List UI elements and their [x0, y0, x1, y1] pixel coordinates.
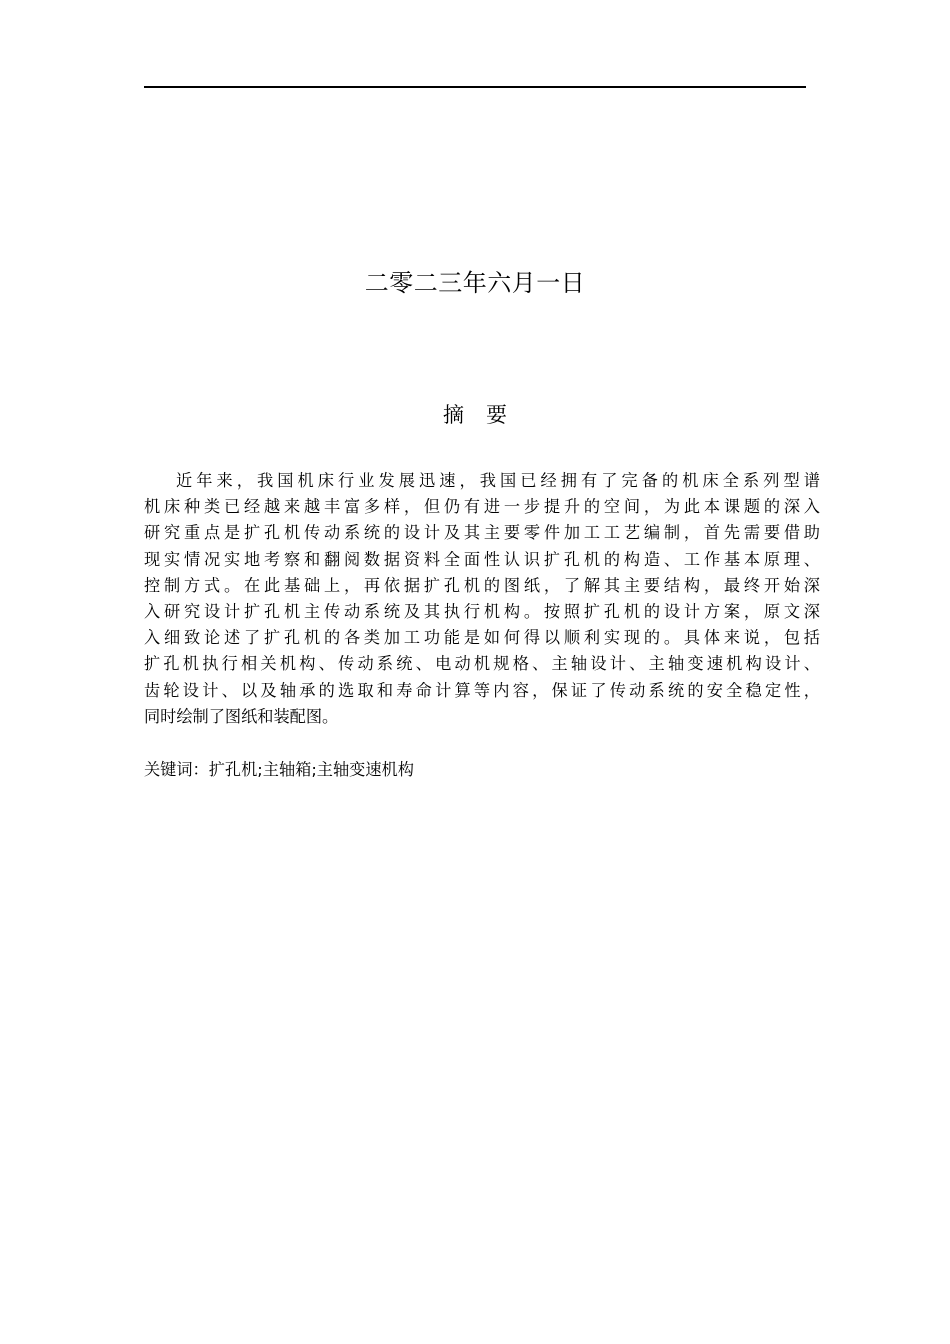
keywords-label: 关键词：	[144, 760, 209, 779]
abstract-line: 齿轮设计、以及轴承的选取和寿命计算等内容，保证了传动系统的安全稳定性，	[144, 680, 820, 700]
abstract-line: 控制方式。在此基础上，再依据扩孔机的图纸，了解其主要结构，最终开始深	[144, 575, 820, 595]
document-date: 二零二三年六月一日	[364, 269, 586, 297]
abstract-line: 现实情况实地考察和翻阅数据资料全面性认识扩孔机的构造、工作基本原理、	[144, 549, 820, 569]
abstract-line: 入研究设计扩孔机主传动系统及其执行机构。按照扩孔机的设计方案，原文深	[144, 601, 820, 621]
abstract-body	[144, 468, 820, 730]
abstract-line: 近年来，我国机床行业发展迅速，我国已经拥有了完备的机床全系列型谱	[176, 471, 820, 490]
abstract-line: 入细致论述了扩孔机的各类加工功能是如何得以顺利实现的。具体来说，包括	[144, 628, 820, 648]
abstract-line: 扩孔机执行相关机构、传动系统、电动机规格、主轴设计、主轴变速机构设计、	[144, 654, 820, 674]
keywords-line	[144, 757, 414, 783]
abstract-line: 同时绘制了图纸和装配图。	[144, 706, 339, 726]
keywords-value: 扩孔机;主轴箱;主轴变速机构	[208, 760, 414, 779]
abstract-line: 机床种类已经越来越丰富多样，但仍有进一步提升的空间，为此本课题的深入	[144, 497, 820, 517]
header-rule	[144, 86, 806, 88]
abstract-heading: 摘要	[443, 403, 529, 427]
abstract-line: 研究重点是扩孔机传动系统的设计及其主要零件加工工艺编制，首先需要借助	[144, 523, 820, 543]
